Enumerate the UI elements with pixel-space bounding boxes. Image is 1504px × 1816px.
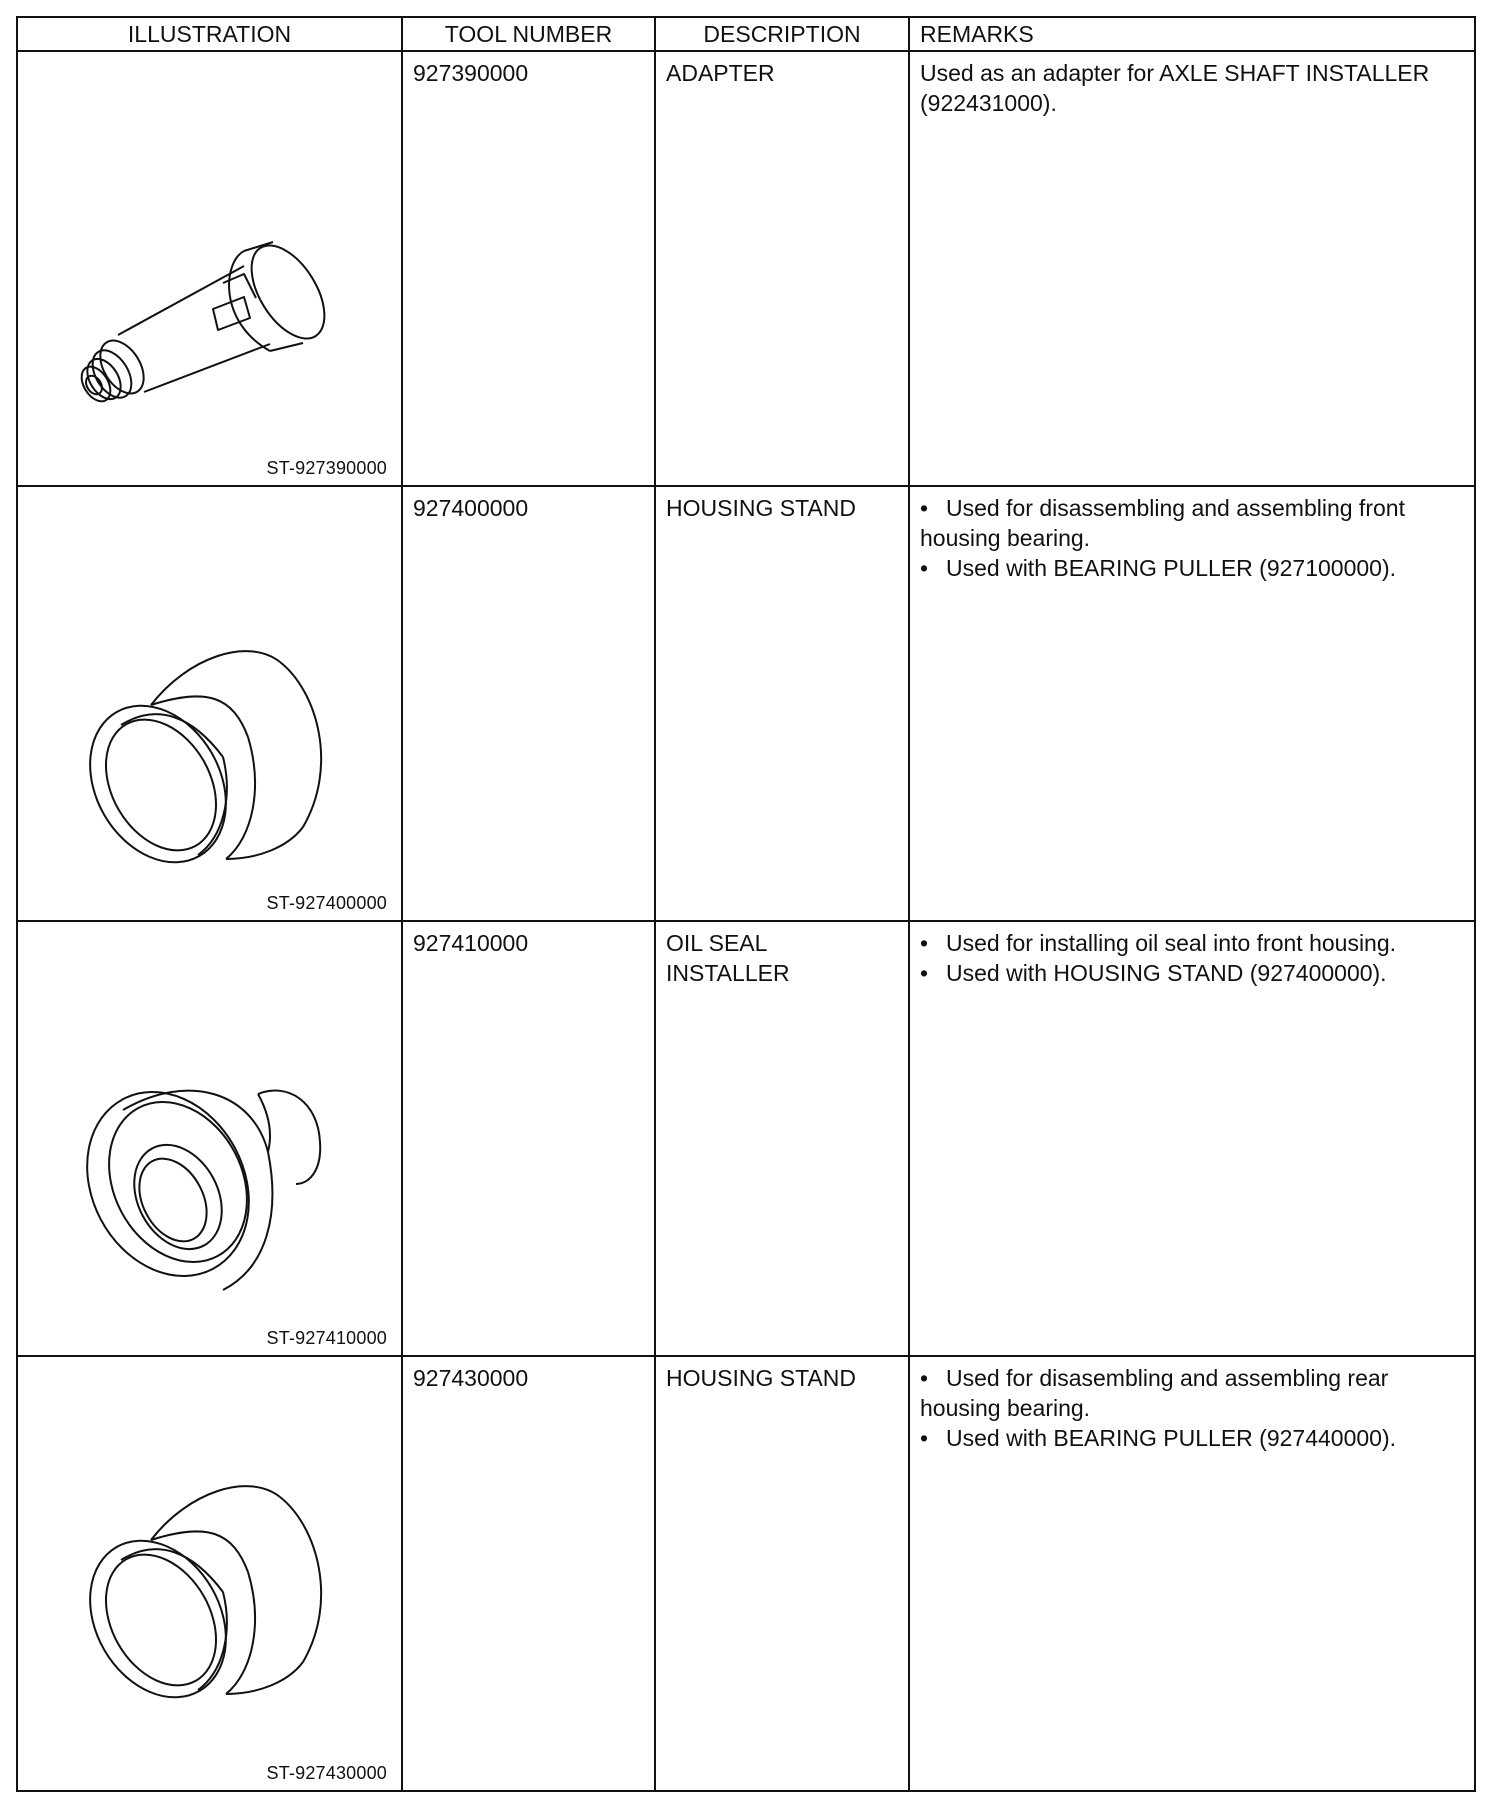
remark-text: • Used with HOUSING STAND (927400000). (920, 960, 1387, 986)
housing-stand-icon (18, 487, 403, 922)
illustration-cell (17, 921, 402, 1356)
remark-text: • Used for installing oil seal into front housing. (920, 930, 1397, 956)
table-row (17, 921, 1475, 1356)
table-row (17, 486, 1475, 921)
remark-text: • Used for disasembling and assembling rear housing bearing. (920, 1365, 1389, 1421)
special-tools-table (16, 16, 1476, 1792)
table-row (17, 1356, 1475, 1791)
illustration-cell (17, 51, 402, 486)
header-remarks: REMARKS (909, 17, 1475, 51)
tool-number-cell (402, 486, 655, 921)
bullet-icon: • (920, 1365, 929, 1391)
header-tool-number: TOOL NUMBER (402, 17, 655, 51)
illustration-cell (17, 486, 402, 921)
table-header-row (17, 17, 1475, 51)
bullet-icon: • (920, 1425, 929, 1451)
remark-text: • Used with BEARING PULLER (927100000). (920, 555, 1396, 581)
tool-number-cell (402, 1356, 655, 1791)
illustration-id: ST-927430000 (266, 1763, 387, 1783)
illustration-id: ST-927410000 (266, 1328, 387, 1348)
tool-number: 927410000 (413, 930, 529, 956)
tool-number: 927430000 (413, 1365, 529, 1391)
illustration-cell (17, 1356, 402, 1791)
adapter-icon (18, 52, 403, 487)
description: HOUSING STAND (666, 495, 856, 521)
header-description: DESCRIPTION (655, 17, 909, 51)
bullet-icon: • (920, 555, 929, 581)
tool-number-cell (402, 51, 655, 486)
table-row (17, 51, 1475, 486)
description-cell (655, 921, 909, 1356)
remark-text: • Used for disassembling and assembling front housing bearing. (920, 495, 1405, 551)
description: OIL SEAL INSTALLER (666, 930, 790, 986)
description-cell (655, 1356, 909, 1791)
remarks-cell (909, 1356, 1475, 1791)
bullet-icon: • (920, 930, 929, 956)
description-cell (655, 486, 909, 921)
remarks-cell (909, 51, 1475, 486)
oil-seal-installer-icon (18, 922, 403, 1357)
tool-number: 927400000 (413, 495, 529, 521)
remark-text: Used as an adapter for AXLE SHAFT INSTALLER (922431000). (920, 60, 1430, 116)
header-illustration: ILLUSTRATION (17, 17, 402, 51)
tool-number: 927390000 (413, 60, 529, 86)
description: ADAPTER (666, 60, 775, 86)
remark-text: • Used with BEARING PULLER (927440000). (920, 1425, 1396, 1451)
description-cell (655, 51, 909, 486)
bullet-icon: • (920, 960, 929, 986)
bullet-icon: • (920, 495, 929, 521)
description: HOUSING STAND (666, 1365, 856, 1391)
remarks-cell (909, 486, 1475, 921)
remarks-cell (909, 921, 1475, 1356)
illustration-id: ST-927390000 (266, 458, 387, 478)
tool-number-cell (402, 921, 655, 1356)
illustration-id: ST-927400000 (266, 893, 387, 913)
housing-stand-icon (18, 1357, 403, 1792)
